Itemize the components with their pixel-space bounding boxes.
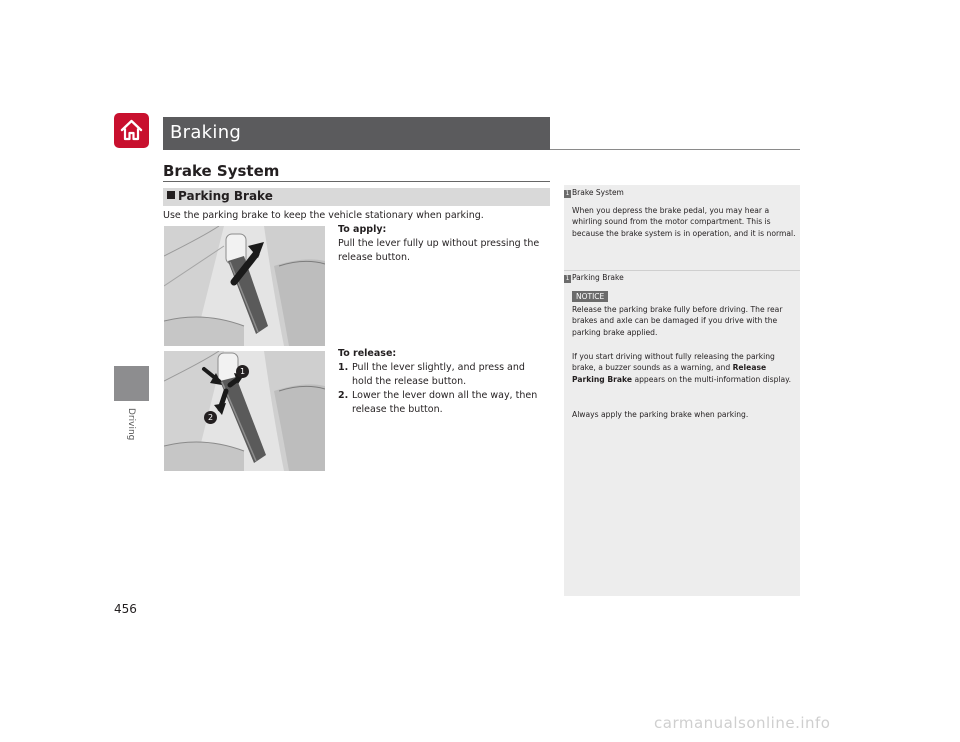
watermark: carmanualsonline.info bbox=[654, 714, 831, 732]
note-paragraph: Always apply the parking brake when parking. bbox=[572, 410, 749, 419]
note-title-parking-brake: 1 Parking Brake bbox=[565, 273, 624, 282]
note-paragraph: If you start driving without fully releasing the parking brake, a buzzer sounds as a warning, and Release Parking Brake appears on the multi-information display. bbox=[572, 352, 791, 384]
parking-brake-apply-illustration bbox=[164, 226, 325, 346]
release-heading: To release: bbox=[338, 348, 397, 359]
home-button[interactable] bbox=[114, 113, 149, 148]
release-instructions bbox=[338, 347, 548, 417]
intro-text: Use the parking brake to keep the vehicle stationary when parking. bbox=[163, 210, 484, 221]
note-marker-icon: 1 bbox=[565, 190, 570, 197]
release-step: 2. Lower the lever down all the way, then release the button. bbox=[338, 390, 538, 415]
apply-instructions bbox=[338, 223, 548, 265]
note-title-brake-system: 1 Brake System bbox=[565, 188, 624, 197]
note-divider bbox=[564, 270, 800, 271]
apply-heading: To apply: bbox=[338, 224, 387, 235]
note-body-brake-system: When you depress the brake pedal, you may hear a whirling sound from the motor compartment. This is because the brake system is in operation, and it is normal. bbox=[572, 206, 796, 238]
callout-2: 2 bbox=[204, 411, 217, 424]
note-paragraph: Release the parking brake fully before driving. The rear brakes and axle can be damaged if you drive with the parking brake applied. bbox=[572, 305, 783, 337]
notice-badge: NOTICE bbox=[572, 291, 608, 302]
release-step: 1. Pull the lever slightly, and press and hold the release button. bbox=[338, 362, 525, 387]
side-notes-panel bbox=[564, 185, 800, 596]
parking-brake-release-illustration bbox=[164, 351, 325, 471]
section-rule bbox=[163, 181, 550, 182]
chapter-tab[interactable] bbox=[114, 366, 149, 401]
note-marker-icon: 1 bbox=[565, 275, 570, 282]
apply-text: Pull the lever fully up without pressing the release button. bbox=[338, 238, 540, 263]
callout-1: 1 bbox=[236, 365, 249, 378]
square-bullet-icon bbox=[167, 191, 175, 199]
chapter-tab-label: Driving bbox=[126, 408, 136, 441]
home-icon bbox=[114, 113, 149, 148]
page-number: 456 bbox=[114, 602, 137, 616]
subheading: Parking Brake bbox=[167, 189, 273, 203]
section-heading: Brake System bbox=[163, 162, 280, 180]
title-rule bbox=[550, 149, 800, 150]
page-title: Braking bbox=[170, 122, 242, 143]
